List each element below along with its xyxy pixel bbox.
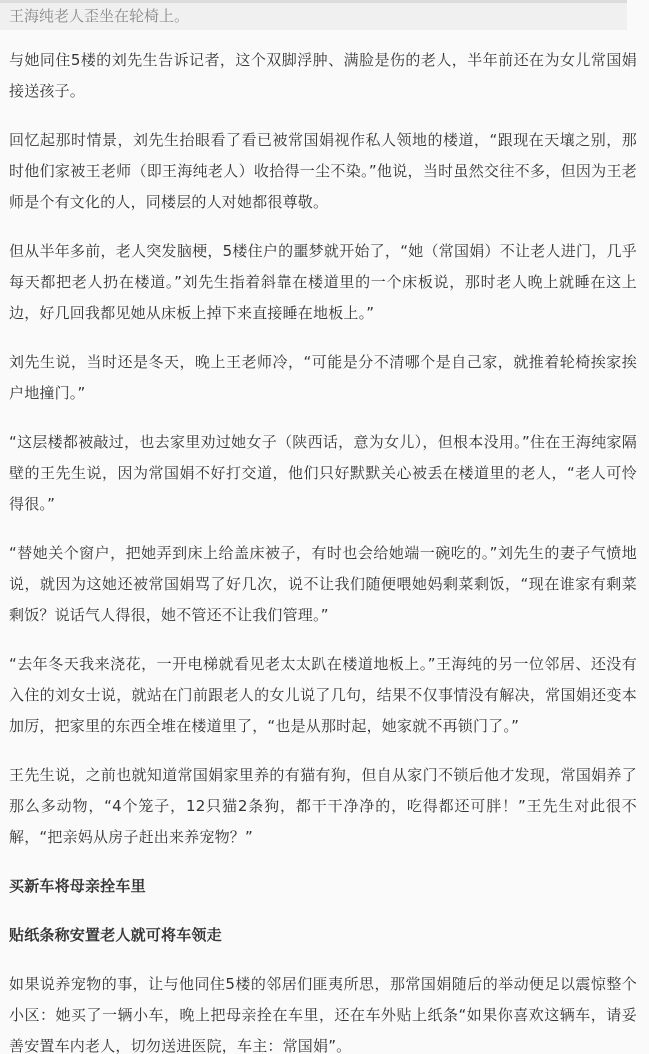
article-paragraph: 与她同住5楼的刘先生告诉记者，这个双脚浮肿、满脸是伤的老人，半年前还在为女儿常国娟接送孩子。 [9,51,637,100]
section-heading: 贴纸条称安置老人就可将车领走 [9,926,222,944]
article-paragraph: 回忆起那时情景，刘先生抬眼看了看已被常国娟视作私人领地的楼道，“跟现在天壤之别，那时他们家被王老师（即王海纯老人）收拾得一尘不染。”他说，当时虽然交往不多，但因为王老师是个有文化的人，同楼层的人对她都很尊敬。 [9,131,637,211]
article-paragraph: 王先生说，之前也就知道常国娟家里养的有猫有狗，但自从家门不锁后他才发现，常国娟养了那么多动物，“4个笼子，12只猫2条狗，都干干净净的，吃得都还可胖！”王先生对此很不解，“把亲妈从房子赶出来养宠物？” [9,766,637,846]
photo-caption: 王海纯老人歪坐在轮椅上。 [0,3,627,30]
article-paragraph: 但从半年多前，老人突发脑梗，5楼住户的噩梦就开始了，“她（常国娟）不让老人进门，几乎每天都把老人扔在楼道。”刘先生指着斜靠在楼道里的一个床板说，那时老人晚上就睡在这上边，好几回我都见她从床板上掉下来直接睡在地板上。” [9,242,637,322]
article-paragraph: “这层楼都被敲过，也去家里劝过她女子（陕西话，意为女儿），但根本没用。”住在王海纯家隔壁的王先生说，因为常国娟不好打交道，他们只好默默关心被丢在楼道里的老人，“老人可怜得很。” [9,433,637,513]
article-paragraph: “替她关个窗户，把她弄到床上给盖床被子，有时也会给她端一碗吃的。”刘先生的妻子气愤地说，就因为这她还被常国娟骂了好几次，说不让我们随便喂她妈剩菜剩饭，“现在谁家有剩菜剩饭？说话气人得很，她不管还不让我们管理。” [9,544,637,624]
section-heading: 买新车将母亲拴车里 [9,877,146,895]
article-paragraph: 如果说养宠物的事，让与他同住5楼的邻居们匪夷所思，那常国娟随后的举动便足以震惊整个小区：她买了一辆小车，晚上把母亲拴在车里，还在车外贴上纸条“如果你喜欢这辆车，请妥善安置车内老人，切勿送进医院，车主：常国娟”。 [9,975,637,1054]
article-paragraph: 刘先生说，当时还是冬天，晚上王老师冷，“可能是分不清哪个是自己家，就推着轮椅挨家挨户地撞门。” [9,353,637,402]
article-paragraph: “去年冬天我来浇花，一开电梯就看见老太太趴在楼道地板上。”王海纯的另一位邻居、还没有入住的刘女士说，就站在门前跟老人的女儿说了几句，结果不仅事情没有解决，常国娟还变本加厉，把家里的东西全堆在楼道里了，“也是从那时起，她家就不再锁门了。” [9,655,637,735]
article-body [9,45,637,1054]
